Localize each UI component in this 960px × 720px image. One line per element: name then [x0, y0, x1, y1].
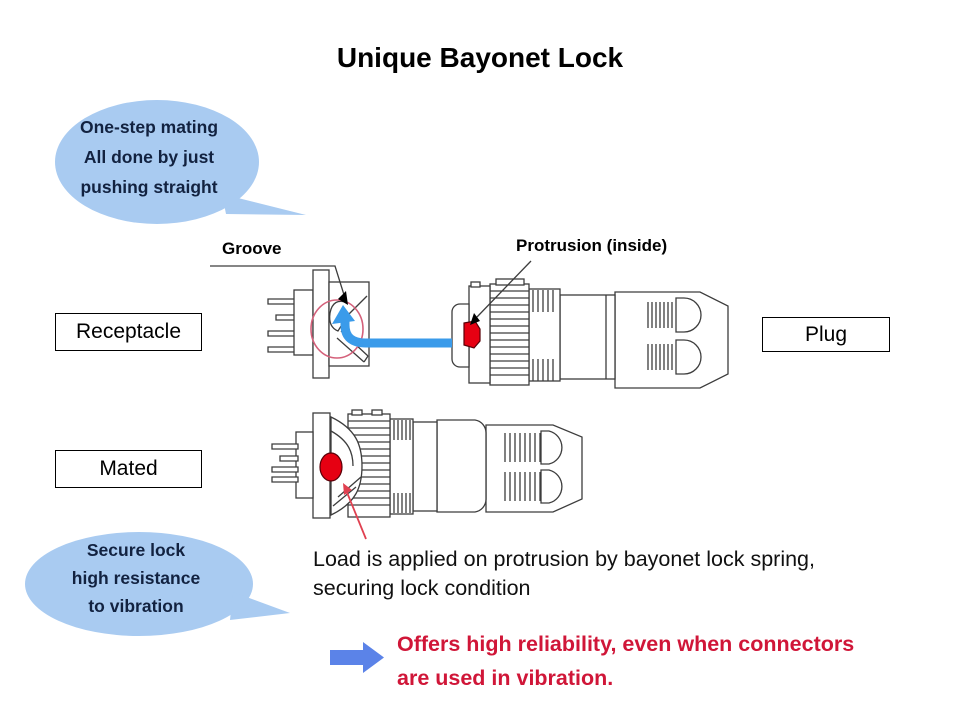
callout-line: pushing straight: [80, 177, 218, 197]
receptacle-box: [55, 313, 202, 351]
receptacle-flange: [313, 270, 329, 378]
receptacle-box-label: Receptacle: [75, 320, 182, 343]
callout-secure-lock: [20, 528, 320, 643]
callout-line: high resistance: [71, 568, 201, 588]
result-arrow-icon: [330, 641, 386, 675]
callout-line: to vibration: [88, 596, 184, 616]
plug-protrusion-marker: [464, 321, 480, 348]
callout-one-step: [30, 96, 342, 228]
mated-protrusion-marker: [320, 453, 342, 481]
receptacle-pins: [268, 299, 296, 352]
callout-line: One-step mating: [79, 117, 219, 137]
mated-drawing: [272, 410, 582, 539]
conclusion-line1: Offers high reliability, even when connectors: [397, 632, 855, 656]
mated-backshell: [486, 425, 582, 512]
load-description-line2: securing lock condition: [313, 576, 531, 600]
callout-secure-lock-text: [20, 536, 252, 620]
mated-box: [55, 450, 202, 488]
load-description-line1: Load is applied on protrusion by bayonet lock spring,: [313, 547, 815, 571]
groove-label: Groove: [222, 239, 282, 258]
plug-box: [762, 317, 890, 352]
load-description: [313, 545, 815, 603]
receptacle-drawing: [268, 270, 369, 378]
callout-line: Secure lock: [86, 540, 186, 560]
page-title: Unique Bayonet Lock: [336, 42, 624, 73]
protrusion-label: Protrusion (inside): [516, 236, 668, 255]
mated-ring-plain: [413, 422, 437, 511]
plug-drawing: [452, 279, 728, 388]
plug-box-label: Plug: [804, 322, 848, 346]
callout-line: All done by just: [83, 147, 215, 167]
conclusion-line2: are used in vibration.: [397, 666, 614, 690]
mated-box-label: Mated: [99, 457, 158, 480]
mated-rear-housing: [296, 432, 313, 498]
mated-body: [437, 420, 486, 512]
callout-one-step-text: [30, 112, 268, 202]
receptacle-rear-housing: [294, 290, 313, 355]
conclusion-text: [397, 627, 854, 695]
mated-pins: [272, 444, 298, 482]
plug-knurl-band: [490, 284, 529, 385]
plug-body: [560, 295, 615, 379]
